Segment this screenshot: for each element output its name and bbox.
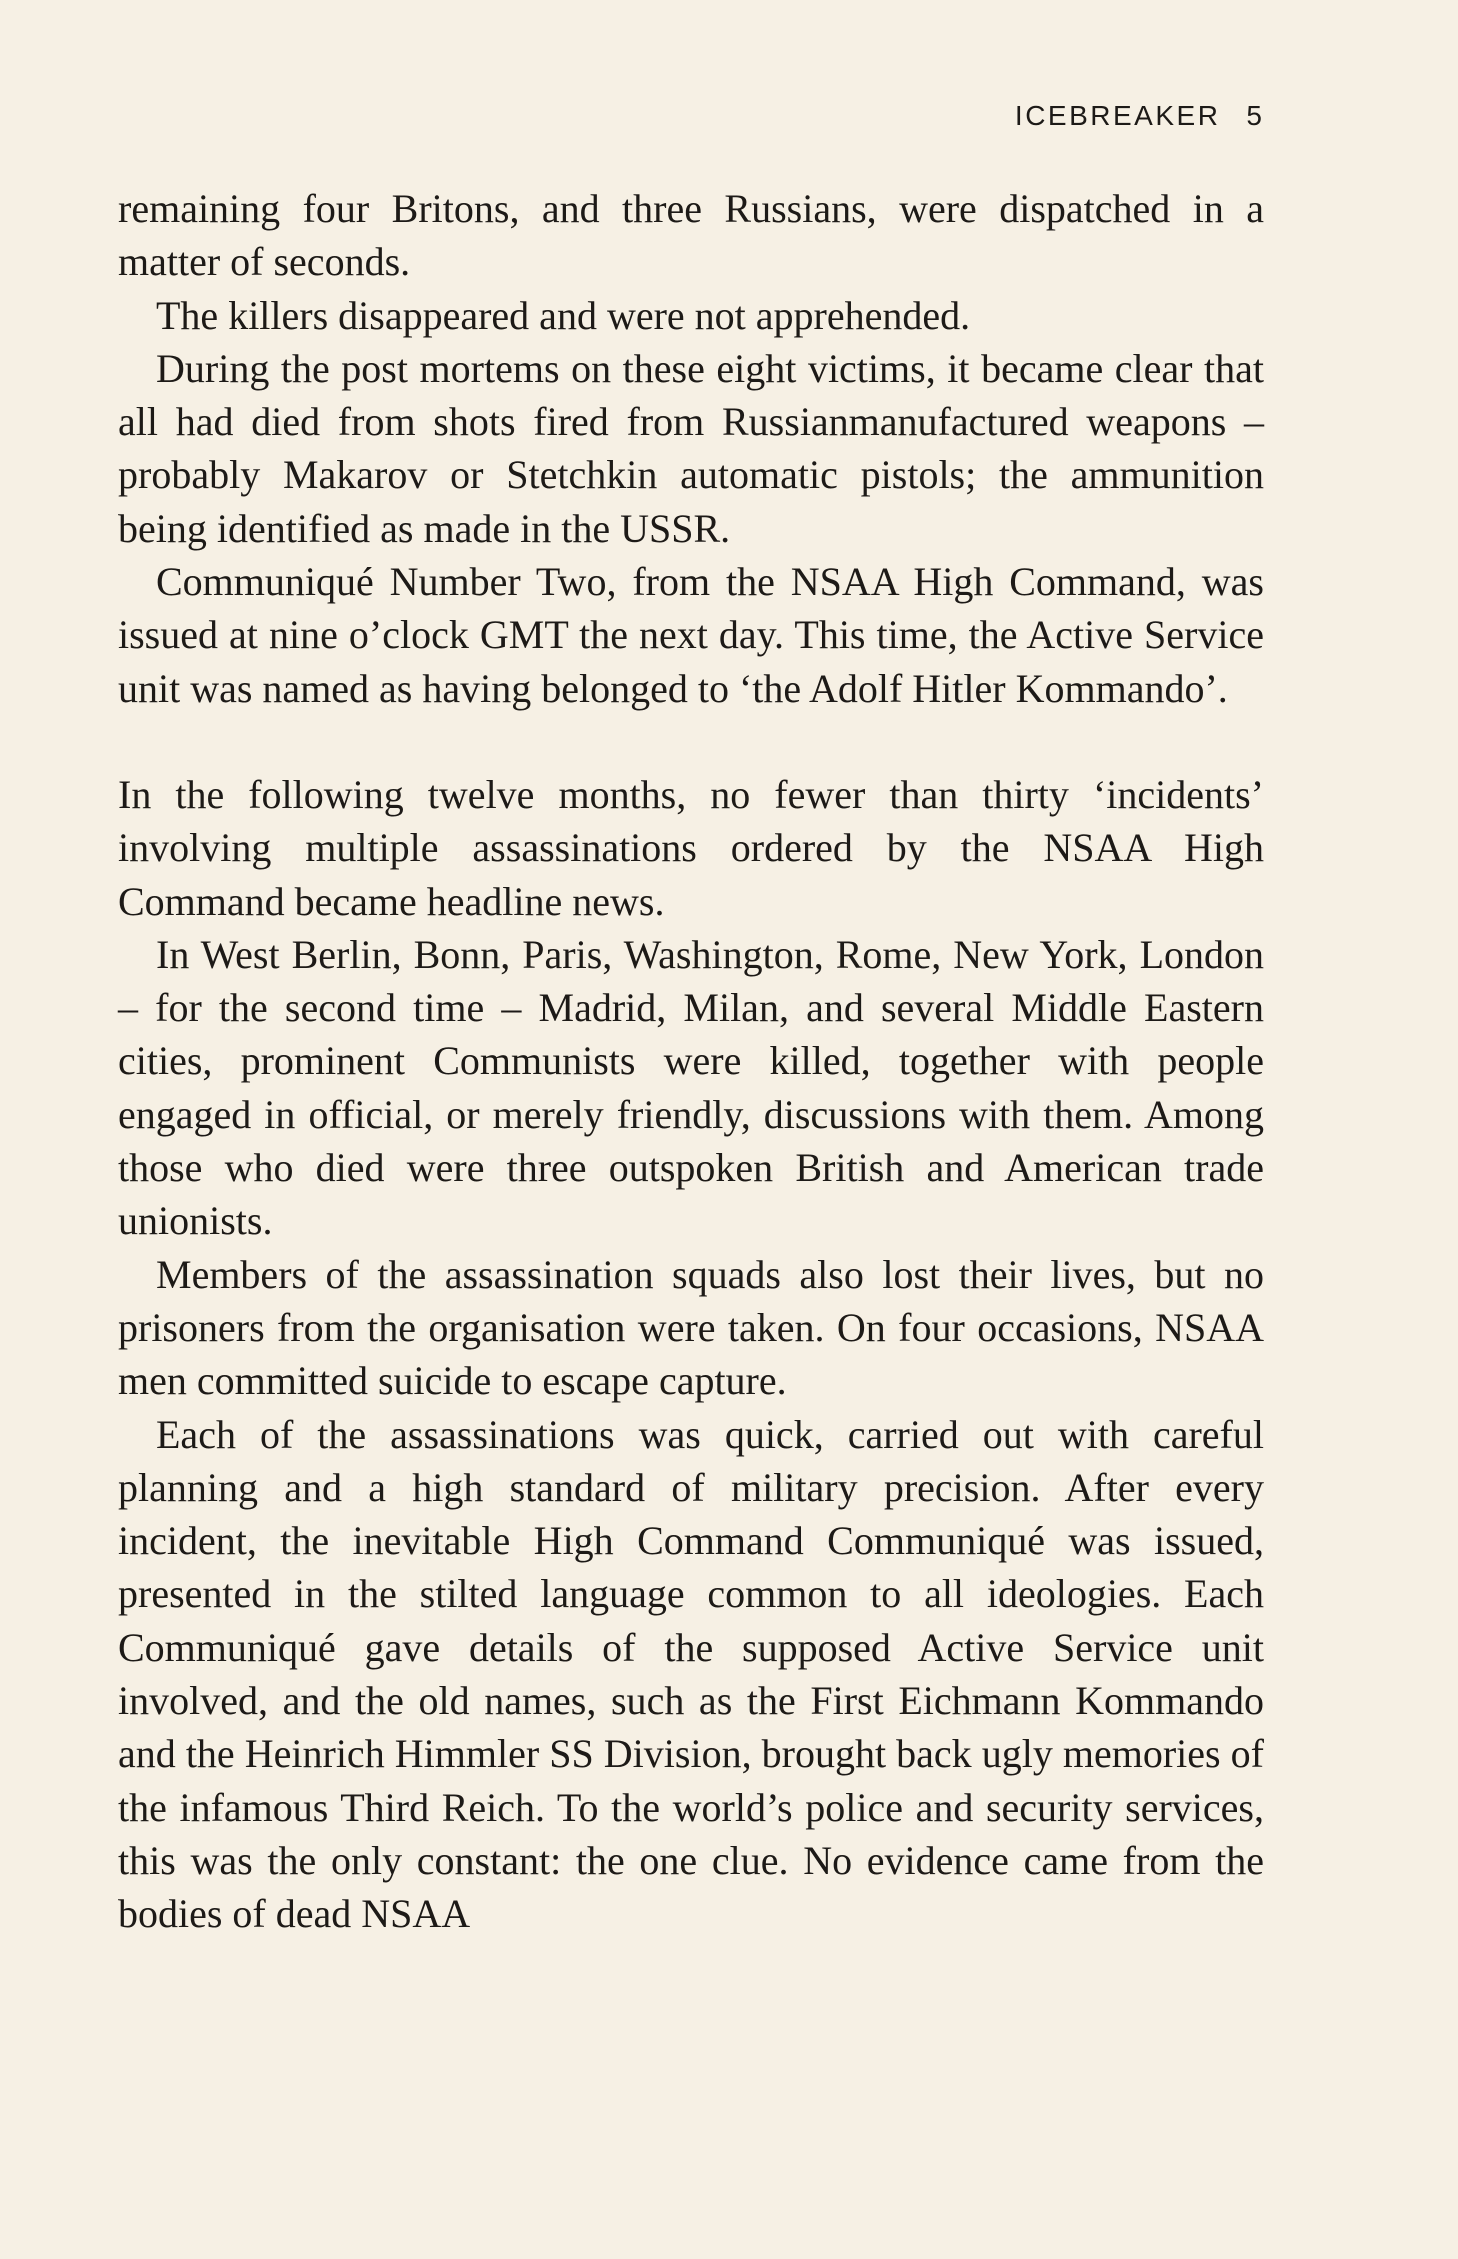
paragraph: In West Berlin, Bonn, Paris, Washington, Rome, New York, London – for the second time – Madrid, Milan, and several Middle Eastern cities, prominent Communists were killed, together with people engaged in official, or merely friendly, discussions with them. Among those who died were three outspoken British and American trade unionists.	[118, 931, 1264, 1244]
running-title: ICEBREAKER	[1014, 100, 1221, 131]
running-head	[1015, 100, 1262, 132]
body-text	[118, 182, 1264, 1941]
paragraph: Communiqué Number Two, from the NSAA High Command, was issued at nine o’clock GMT the next day. This time, the Active Service unit was named as having belonged to ‘the Adolf Hitler Kommando’.	[118, 559, 1264, 711]
paragraph-continuation: remaining four Britons, and three Russians, were dispatched in a matter of seconds.	[118, 186, 1264, 285]
paragraph: The killers disappeared and were not apprehended.	[156, 292, 971, 338]
page-number: 5	[1246, 100, 1262, 131]
paragraph: During the post mortems on these eight victims, it became clear that all had died from shots fired from Russianmanufactured weapons – probably Makarov or Stetchkin automatic pistols; the ammunition being identified as made in the USSR.	[118, 345, 1264, 551]
paragraph: Each of the assassinations was quick, carried out with careful planning and a high standard of military precision. After every incident, the inevitable High Command Communiqué was issued, presented in the stilted language common to all ideologies. Each Communiqué gave details of the supposed Active Service unit involved, and the old names, such as the First Eichmann Kommando and the Heinrich Himmler SS Division, brought back ugly memories of the infamous Third Reich. To the world’s police and security services, this was the only constant: the one clue. No evidence came from the bodies of dead NSAA	[118, 1411, 1264, 1937]
paragraph: Members of the assassination squads also lost their lives, but no prisoners from the organisation were taken. On four occasions, NSAA men committed suicide to escape capture.	[118, 1251, 1264, 1404]
section-first-paragraph: In the following twelve months, no fewer than thirty ‘incidents’ involving multiple assassinations ordered by the NSAA High Command became headline news.	[118, 771, 1264, 924]
